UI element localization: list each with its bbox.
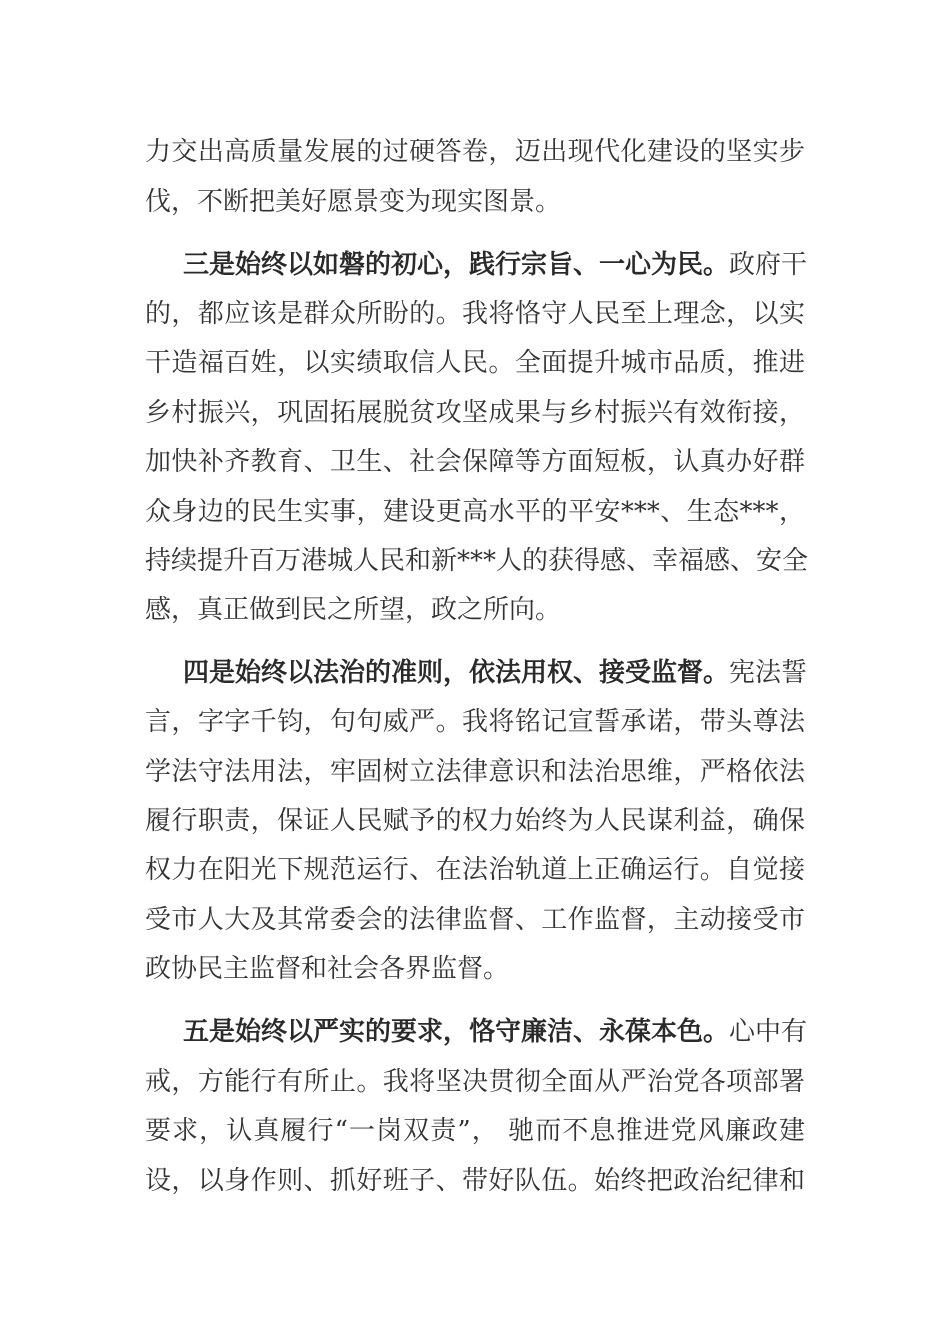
paragraph-first-line [183, 1012, 808, 1052]
paragraph-line: 的，都应该是群众所盼的。我将恪守人民至上理念，以实 [145, 299, 805, 329]
paragraph-line: 戒，方能行有所止。我将坚决贯彻全面从严治党各项部署 [145, 1067, 805, 1097]
paragraph-line: 言，字字千钧，句句威严。我将铭记宣誓承诺，带头尊法 [145, 707, 805, 737]
paragraph-line: 干造福百姓，以实绩取信人民。全面提升城市品质，推进 [145, 348, 805, 378]
paragraph-first-line [183, 653, 808, 693]
paragraph-line: 权力在阳光下规范运行、在法治轨道上正确运行。自觉接 [145, 855, 805, 885]
paragraph-line: 感，真正做到民之所望，政之所向。 [145, 595, 562, 625]
paragraph-line: 学法守法用法，牢固树立法律意识和法治思维，严格依法 [145, 757, 805, 787]
paragraph-line: 持续提升百万港城人民和新***人的获得感、幸福感、安全 [145, 546, 809, 576]
paragraph-line: 履行职责，保证人民赋予的权力始终为人民谋利益，确保 [145, 806, 805, 836]
paragraph-line: 乡村振兴，巩固拓展脱贫攻坚成果与乡村振兴有效衔接， [145, 398, 805, 428]
paragraph-text: 宪法誓 [729, 658, 808, 688]
paragraph-first-line [183, 245, 808, 285]
paragraph-line: 要求，认真履行“一岗双责”， 驰而不息推进党风廉政建 [145, 1116, 805, 1146]
paragraph-line: 众身边的民生实事，建设更高水平的平安***、生态***， [145, 497, 805, 527]
paragraph-line: 设，以身作则、抓好班子、带好队伍。始终把政治纪律和 [145, 1166, 805, 1196]
paragraph-heading: 五是始终以严实的要求，恪守廉洁、永葆本色。 [183, 1017, 730, 1047]
paragraph-line: 伐，不断把美好愿景变为现实图景。 [145, 187, 562, 217]
paragraph-line: 加快补齐教育、卫生、社会保障等方面短板，认真办好群 [145, 447, 805, 477]
paragraph-text: 政府干 [729, 250, 808, 280]
paragraph-line: 力交出高质量发展的过硬答卷，迈出现代化建设的坚实步 [145, 137, 805, 167]
paragraph-text: 心中有 [729, 1017, 808, 1047]
paragraph-line: 政协民主监督和社会各界监督。 [145, 954, 510, 984]
paragraph-line: 受市人大及其常委会的法律监督、工作监督，主动接受市 [145, 905, 805, 935]
paragraph-heading: 三是始终以如磐的初心，践行宗旨、一心为民。 [183, 250, 730, 280]
paragraph-heading: 四是始终以法治的准则，依法用权、接受监督。 [183, 658, 730, 688]
